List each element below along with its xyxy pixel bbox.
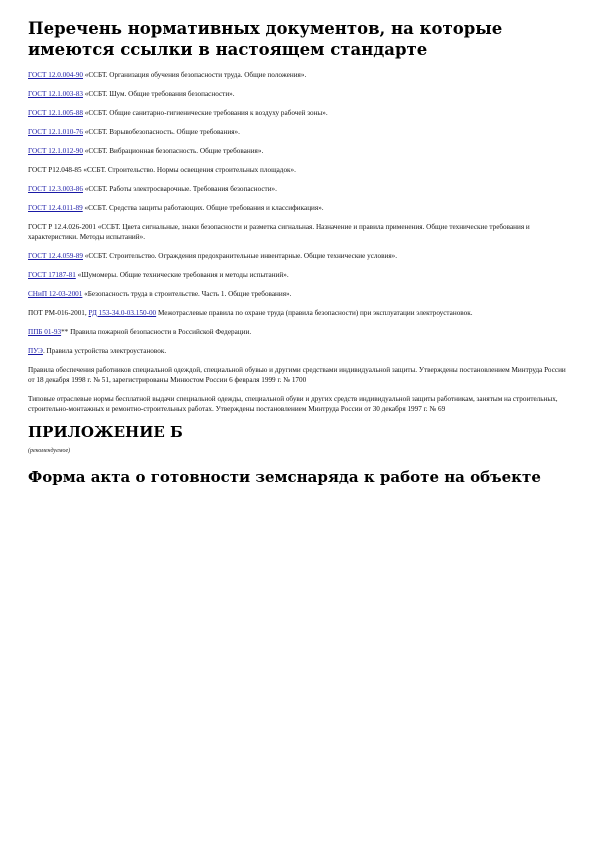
reference-item bbox=[28, 165, 568, 175]
page-title: Перечень нормативных документов, на которые имеются ссылки в настоящем стандарте bbox=[28, 19, 503, 59]
reference-item bbox=[28, 270, 568, 280]
form-title: Форма акта о готовности земснаряда к работе на объекте bbox=[28, 468, 541, 486]
reference-text: Межотраслевые правила по охране труда (правила безопасности) при эксплуатации электроустановок. bbox=[156, 309, 473, 317]
reference-text: «ССБТ. Взрывобезопасность. Общие требования». bbox=[82, 128, 240, 136]
reference-link[interactable]: ГОСТ 17187-81 bbox=[28, 271, 76, 279]
reference-item bbox=[28, 289, 568, 299]
appendix-title: ПРИЛОЖЕНИЕ Б bbox=[28, 423, 183, 441]
reference-item bbox=[28, 346, 568, 356]
reference-item bbox=[28, 308, 568, 318]
reference-prefix: ПОТ РМ-016-2001, bbox=[28, 309, 89, 317]
reference-item bbox=[28, 89, 568, 99]
reference-item bbox=[28, 251, 568, 261]
reference-text: «ССБТ. Вибрационная безопасность. Общие требования». bbox=[82, 147, 264, 155]
reference-link[interactable]: ПУЭ bbox=[28, 347, 43, 355]
reference-link[interactable]: ГОСТ 12.0.004-90 bbox=[28, 71, 83, 79]
reference-text: «ССБТ. Работы электросварочные. Требования безопасности». bbox=[82, 185, 277, 193]
reference-item bbox=[28, 394, 568, 414]
reference-text: Типовые отраслевые нормы бесплатной выдачи специальной одежды, специальной обуви и других средств индивидуальной защиты работникам, занятым на строительных, строительно-монтажных и ремонтно-строительных работах. Утверждены постановлением Минтруда России от 30 декабря 1997 г. № 69 bbox=[28, 395, 558, 413]
reference-item bbox=[28, 203, 568, 213]
reference-text: ГОСТ Р12.048-85 «ССБТ. Строительство. Нормы освещения строительных площадок». bbox=[28, 166, 296, 174]
reference-list bbox=[28, 70, 568, 414]
reference-text: «ССБТ. Строительство. Ограждения предохранительные инвентарные. Общие технические условия». bbox=[82, 252, 398, 260]
reference-link[interactable]: ГОСТ 12.1.003-83 bbox=[28, 90, 83, 98]
reference-text: «ССБТ. Общие санитарно-гигиенические требования к воздуху рабочей зоны». bbox=[82, 109, 328, 117]
reference-item bbox=[28, 70, 568, 80]
reference-text: ** Правила пожарной безопасности в Российской Федерации. bbox=[61, 328, 252, 336]
reference-text: «ССБТ. Шум. Общие требования безопасности». bbox=[82, 90, 235, 98]
reference-link[interactable]: ППБ 01-93 bbox=[28, 328, 62, 336]
reference-item bbox=[28, 184, 568, 194]
reference-item bbox=[28, 108, 568, 118]
reference-link[interactable]: ГОСТ 12.3.003-86 bbox=[28, 185, 83, 193]
reference-link[interactable]: ГОСТ 12.4.059-89 bbox=[28, 252, 83, 260]
reference-link[interactable]: РД 153-34.0-03.150-00 bbox=[88, 309, 157, 317]
reference-text: Правила обеспечения работников специальной одеждой, специальной обувью и другими средствами индивидуальной защиты. Утверждены постановлением Минтруда России от 18 декабря 1998 г. № 51, зарегистрированы Минюстом России 6 февраля 1999 г. № 1700 bbox=[28, 366, 566, 384]
reference-text: . Правила устройства электроустановок. bbox=[42, 347, 167, 355]
reference-link[interactable]: ГОСТ 12.1.005-88 bbox=[28, 109, 83, 117]
reference-link[interactable]: ГОСТ 12.4.011-89 bbox=[28, 204, 83, 212]
reference-item bbox=[28, 127, 568, 137]
reference-item bbox=[28, 222, 568, 242]
reference-text: «Безопасность труда в строительстве. Часть 1. Общие требования». bbox=[82, 290, 292, 298]
reference-link[interactable]: ГОСТ 12.1.012-90 bbox=[28, 147, 83, 155]
reference-item bbox=[28, 146, 568, 156]
appendix-note: (рекомендуемое) bbox=[28, 448, 71, 454]
reference-link[interactable]: ГОСТ 12.1.010-76 bbox=[28, 128, 83, 136]
reference-text: «ССБТ. Организация обучения безопасности труда. Общие положения». bbox=[82, 71, 307, 79]
reference-item bbox=[28, 365, 568, 385]
reference-link[interactable]: СНиП 12-03-2001 bbox=[28, 290, 83, 298]
reference-text: «ССБТ. Средства защиты работающих. Общие требования и классификация». bbox=[82, 204, 324, 212]
reference-text: «Шумомеры. Общие технические требования и методы испытаний». bbox=[75, 271, 289, 279]
reference-text: ГОСТ Р 12.4.026-2001 «ССБТ. Цвета сигнальные, знаки безопасности и разметка сигнальная. Назначение и правила применения. Общие технические требования и характеристики. Методы испытаний». bbox=[28, 223, 530, 241]
document-page bbox=[28, 18, 568, 487]
reference-item bbox=[28, 327, 568, 337]
